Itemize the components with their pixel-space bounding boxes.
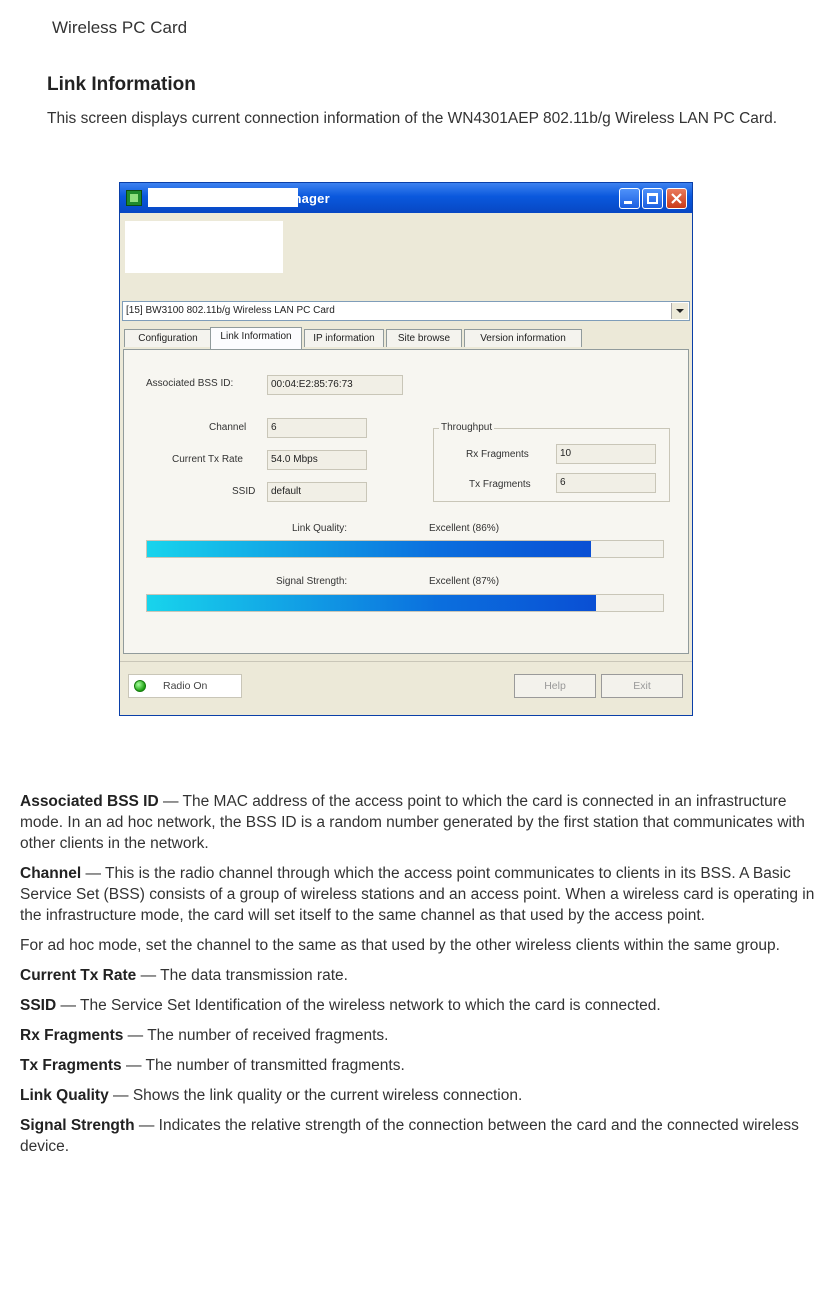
bssid-field: 00:04:E2:85:76:73 xyxy=(267,375,403,395)
description-term: Tx Fragments xyxy=(20,1057,122,1074)
tab-link-information[interactable]: Link Information xyxy=(210,327,302,349)
description-text: — The MAC address of the access point to which the card is connected in an infrastructure mode. In an ad hoc network, the BSS ID is a random number generated by the first station that communicates with other clients in the network. xyxy=(20,793,805,852)
tx-fragments-field: 6 xyxy=(556,473,656,493)
link-information-panel xyxy=(123,349,689,654)
tx-rate-field: 54.0 Mbps xyxy=(267,450,367,470)
close-button[interactable] xyxy=(666,188,687,209)
description-text: — The Service Set Identification of the wireless network to which the card is connected. xyxy=(56,997,661,1014)
device-select-value: [15] BW3100 802.11b/g Wireless LAN PC Card xyxy=(126,305,335,316)
description-item xyxy=(20,965,820,986)
description-term: Current Tx Rate xyxy=(20,967,137,984)
link-quality-fill xyxy=(147,541,591,557)
description-item xyxy=(20,791,820,854)
intro-paragraph: This screen displays current connection information of the WN4301AEP 802.11b/g Wireless LAN PC Card. xyxy=(47,110,777,127)
tab-configuration[interactable]: Configuration xyxy=(124,329,212,347)
channel-field: 6 xyxy=(267,418,367,438)
title-bar[interactable] xyxy=(120,183,692,213)
bssid-label: Associated BSS ID: xyxy=(146,378,234,389)
close-icon xyxy=(671,193,682,204)
signal-strength-bar xyxy=(146,594,664,612)
throughput-title: Throughput xyxy=(441,422,493,433)
document-header: Wireless PC Card xyxy=(52,18,188,37)
description-text: For ad hoc mode, set the channel to the same as that used by the other wireless clients within the same group. xyxy=(20,937,780,954)
description-item xyxy=(20,1025,820,1046)
description-text: — The number of transmitted fragments. xyxy=(121,1057,405,1074)
description-term: Associated BSS ID xyxy=(20,793,159,810)
rx-fragments-label: Rx Fragments xyxy=(466,449,529,460)
link-quality-bar xyxy=(146,540,664,558)
description-item xyxy=(20,863,820,926)
wireless-card-manager-window xyxy=(119,182,693,716)
description-item xyxy=(20,1115,820,1157)
field-descriptions xyxy=(20,791,820,1166)
device-select[interactable] xyxy=(122,301,690,321)
description-term: Rx Fragments xyxy=(20,1027,124,1044)
description-text: — Shows the link quality or the current wireless connection. xyxy=(108,1087,523,1104)
window-title: Wireless Card Manager xyxy=(182,191,330,206)
tab-ip-information[interactable]: IP information xyxy=(304,329,384,347)
link-quality-label: Link Quality: xyxy=(292,523,348,534)
status-bar xyxy=(120,661,692,716)
description-item xyxy=(20,995,820,1016)
description-term: Channel xyxy=(20,865,82,882)
description-text: — This is the radio channel through which the access point communicates to clients in its BSS. A Basic Service Set (BSS) consists of a group of wireless stations and an access point. When a wireless card is operating in the infrastructure mode, the card will set itself to the same channel as that used by the access point. xyxy=(20,865,815,924)
signal-strength-label: Signal Strength: xyxy=(276,576,348,587)
description-item xyxy=(20,1085,820,1106)
description-item xyxy=(20,935,820,956)
tab-version-information[interactable]: Version information xyxy=(464,329,582,347)
description-term: Link Quality xyxy=(20,1087,109,1104)
tx-rate-label: Current Tx Rate xyxy=(172,454,243,465)
signal-strength-fill xyxy=(147,595,596,611)
maximize-button[interactable] xyxy=(642,188,663,209)
channel-label: Channel xyxy=(209,422,247,433)
rx-fragments-field: 10 xyxy=(556,444,656,464)
brand-logo-area xyxy=(125,221,283,273)
ssid-field: default xyxy=(267,482,367,502)
signal-strength-status: Excellent (87%) xyxy=(429,576,500,587)
description-term: Signal Strength xyxy=(20,1117,135,1134)
link-quality-status: Excellent (86%) xyxy=(429,523,500,534)
help-button[interactable]: Help xyxy=(514,674,596,698)
minimize-button[interactable] xyxy=(619,188,640,209)
radio-status[interactable] xyxy=(128,674,242,698)
description-text: — The data transmission rate. xyxy=(136,967,348,984)
app-icon xyxy=(126,190,142,206)
radio-status-label: Radio On xyxy=(163,680,208,692)
tx-fragments-label: Tx Fragments xyxy=(469,479,531,490)
description-item xyxy=(20,1055,820,1076)
description-term: SSID xyxy=(20,997,57,1014)
description-text: — The number of received fragments. xyxy=(123,1027,389,1044)
section-title: Link Information xyxy=(47,74,196,95)
tab-site-browse[interactable]: Site browse xyxy=(386,329,462,347)
description-text: — Indicates the relative strength of the connection between the card and the connected wireless device. xyxy=(20,1117,799,1155)
ssid-label: SSID xyxy=(232,486,256,497)
radio-led-icon xyxy=(134,680,146,692)
exit-button[interactable]: Exit xyxy=(601,674,683,698)
throughput-group xyxy=(433,422,670,502)
chevron-down-icon[interactable] xyxy=(671,303,688,319)
